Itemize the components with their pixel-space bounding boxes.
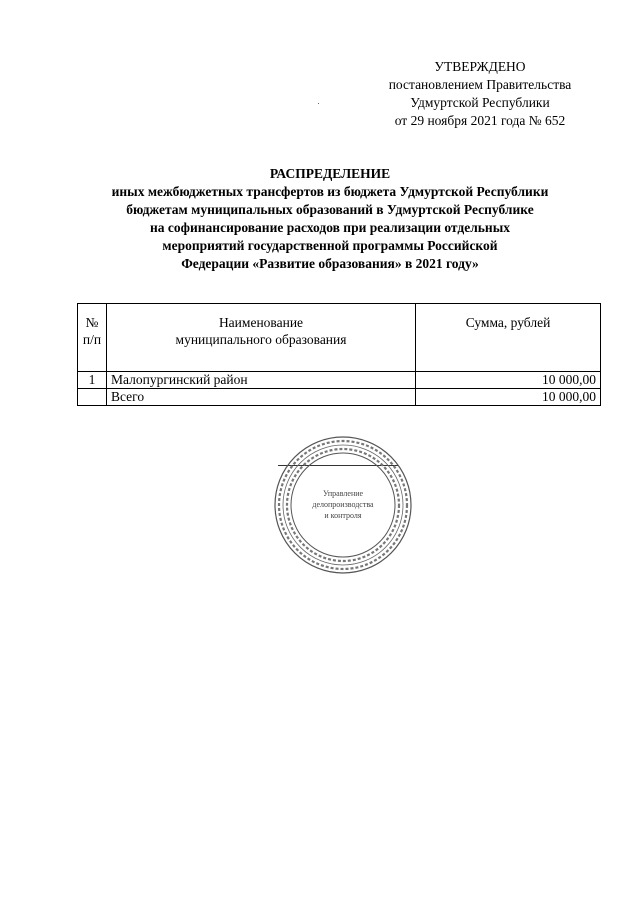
- title-line-3: на софинансирование расходов при реализации отдельных: [150, 220, 510, 235]
- approval-block: [360, 58, 600, 130]
- approval-line-4: от 29 ноября 2021 года № 652: [394, 113, 566, 128]
- stamp-center-line-2: делопроизводства: [312, 500, 374, 509]
- header-number: [78, 304, 107, 372]
- row-sum: 10 000,00: [416, 372, 601, 389]
- table-header-row: [78, 304, 601, 372]
- approval-heading: УТВЕРЖДЕНО: [434, 59, 526, 74]
- approval-line-2: постановлением Правительства: [388, 77, 572, 92]
- row-number: 1: [78, 372, 107, 389]
- header-name-line-2: муниципального образования: [175, 332, 347, 347]
- title-line-1: иных межбюджетных трансфертов из бюджета Удмуртской Республики: [111, 184, 549, 199]
- header-sum: Сумма, рублей: [416, 304, 601, 372]
- title-line-4: мероприятий государственной программы Российской: [162, 238, 498, 253]
- title-line-5: Федерации «Развитие образования» в 2021 году»: [181, 256, 479, 271]
- document-title: [60, 165, 600, 273]
- header-name: [107, 304, 416, 372]
- table-row: [78, 372, 601, 389]
- row-name: Малопургинский район: [107, 372, 416, 389]
- header-name-line-1: Наименование: [218, 315, 304, 330]
- header-number-line-1: №: [85, 315, 99, 330]
- scan-speck: [318, 103, 319, 104]
- approval-line-3: Удмуртской Республики: [410, 95, 550, 110]
- table-total-row: [78, 389, 601, 406]
- official-stamp: [268, 430, 418, 580]
- title-line-2: бюджетам муниципальных образований в Удмуртской Республике: [126, 202, 534, 217]
- distribution-table: [77, 303, 601, 406]
- header-number-line-2: п/п: [82, 332, 102, 347]
- total-sum: 10 000,00: [416, 389, 601, 406]
- total-label: Всего: [107, 389, 416, 406]
- title-heading: РАСПРЕДЕЛЕНИЕ: [269, 166, 391, 181]
- stamp-center-line-3: и контроля: [324, 511, 362, 520]
- stamp-center-line-1: Управление: [322, 489, 364, 498]
- total-number-cell: [78, 389, 107, 406]
